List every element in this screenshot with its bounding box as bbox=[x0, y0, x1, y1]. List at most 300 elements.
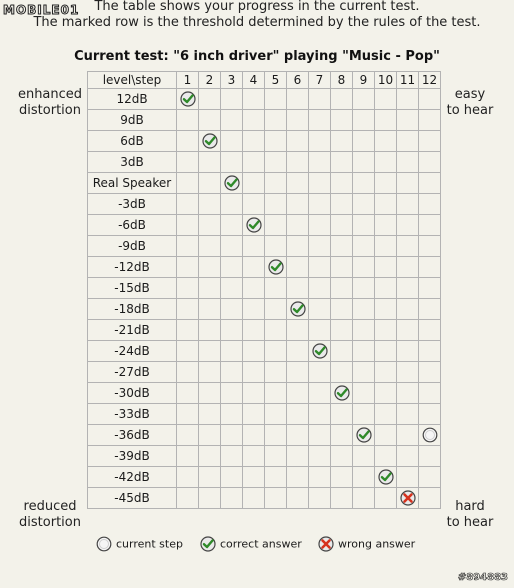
grid-cell bbox=[331, 404, 353, 425]
grid-cell bbox=[331, 362, 353, 383]
table-row bbox=[88, 152, 441, 173]
grid-cell bbox=[419, 425, 441, 446]
table-row bbox=[88, 110, 441, 131]
label-line: distortion bbox=[19, 515, 81, 530]
grid-cell bbox=[243, 215, 265, 236]
grid-cell bbox=[199, 467, 221, 488]
grid-cell bbox=[375, 467, 397, 488]
grid-cell bbox=[177, 425, 199, 446]
grid-cell bbox=[265, 425, 287, 446]
grid-cell bbox=[375, 488, 397, 509]
grid-cell bbox=[353, 278, 375, 299]
grid-cell bbox=[353, 467, 375, 488]
label-line: easy bbox=[454, 87, 486, 102]
grid-cell bbox=[287, 299, 309, 320]
grid-cell bbox=[419, 173, 441, 194]
grid-cell bbox=[243, 299, 265, 320]
step-header-3: 3 bbox=[221, 72, 243, 89]
grid-cell bbox=[353, 236, 375, 257]
grid-cell bbox=[331, 173, 353, 194]
level-label: -42dB bbox=[88, 467, 177, 488]
grid-cell bbox=[331, 425, 353, 446]
level-label: -36dB bbox=[88, 425, 177, 446]
grid-cell bbox=[353, 257, 375, 278]
table-row bbox=[88, 89, 441, 110]
grid-cell bbox=[309, 404, 331, 425]
grid-cell bbox=[419, 320, 441, 341]
grid-cell bbox=[309, 383, 331, 404]
grid-cell bbox=[331, 194, 353, 215]
grid-cell bbox=[177, 362, 199, 383]
grid-cell bbox=[353, 152, 375, 173]
grid-cell bbox=[199, 257, 221, 278]
grid-cell bbox=[287, 320, 309, 341]
table-row bbox=[88, 299, 441, 320]
grid-cell bbox=[243, 362, 265, 383]
grid-cell bbox=[309, 446, 331, 467]
grid-cell bbox=[419, 257, 441, 278]
grid-cell bbox=[221, 89, 243, 110]
level-label: -24dB bbox=[88, 341, 177, 362]
grid-cell bbox=[177, 299, 199, 320]
grid-cell bbox=[309, 341, 331, 362]
grid-cell bbox=[419, 131, 441, 152]
grid-cell bbox=[221, 362, 243, 383]
grid-cell bbox=[287, 152, 309, 173]
grid-cell bbox=[353, 320, 375, 341]
grid-cell bbox=[265, 194, 287, 215]
grid-cell bbox=[177, 404, 199, 425]
label-line: enhanced bbox=[17, 87, 83, 102]
grid-cell bbox=[419, 215, 441, 236]
grid-cell bbox=[243, 89, 265, 110]
level-label: -39dB bbox=[88, 446, 177, 467]
grid-cell bbox=[375, 236, 397, 257]
grid-cell bbox=[331, 467, 353, 488]
grid-cell bbox=[243, 152, 265, 173]
grid-cell bbox=[419, 404, 441, 425]
grid-cell bbox=[309, 152, 331, 173]
grid-cell bbox=[309, 173, 331, 194]
grid-cell bbox=[287, 236, 309, 257]
grid-cell bbox=[375, 131, 397, 152]
level-label: 9dB bbox=[88, 110, 177, 131]
grid-cell bbox=[353, 488, 375, 509]
legend-wrong-label: wrong answer bbox=[338, 537, 416, 551]
grid-cell bbox=[353, 446, 375, 467]
grid-cell bbox=[375, 446, 397, 467]
grid-cell bbox=[221, 110, 243, 131]
grid-cell bbox=[419, 236, 441, 257]
grid-cell bbox=[243, 236, 265, 257]
grid-cell bbox=[199, 425, 221, 446]
table-row bbox=[88, 488, 441, 509]
grid-cell bbox=[177, 278, 199, 299]
grid-cell bbox=[199, 341, 221, 362]
grid-cell bbox=[419, 467, 441, 488]
grid-cell bbox=[221, 257, 243, 278]
grid-cell bbox=[243, 278, 265, 299]
grid-cell bbox=[375, 152, 397, 173]
grid-cell bbox=[309, 278, 331, 299]
grid-cell bbox=[353, 299, 375, 320]
grid-cell bbox=[243, 488, 265, 509]
grid-cell bbox=[243, 446, 265, 467]
grid-cell bbox=[331, 383, 353, 404]
grid-cell bbox=[419, 194, 441, 215]
grid-cell bbox=[353, 173, 375, 194]
grid-cell bbox=[199, 110, 221, 131]
grid-cell bbox=[243, 383, 265, 404]
grid-cell bbox=[221, 194, 243, 215]
grid-cell bbox=[199, 236, 221, 257]
table-row bbox=[88, 320, 441, 341]
level-label: -33dB bbox=[88, 404, 177, 425]
grid-cell bbox=[287, 173, 309, 194]
grid-cell bbox=[265, 467, 287, 488]
grid-cell bbox=[221, 131, 243, 152]
level-label: -3dB bbox=[88, 194, 177, 215]
legend-correct bbox=[200, 536, 302, 552]
grid-cell bbox=[287, 488, 309, 509]
grid-cell bbox=[309, 194, 331, 215]
table-row bbox=[88, 215, 441, 236]
grid-cell bbox=[287, 383, 309, 404]
level-label: -27dB bbox=[88, 362, 177, 383]
table-header-row bbox=[88, 72, 441, 89]
check-circle-icon bbox=[290, 301, 306, 317]
grid-cell bbox=[375, 299, 397, 320]
grid-cell bbox=[353, 194, 375, 215]
grid-cell bbox=[177, 236, 199, 257]
grid-cell bbox=[221, 383, 243, 404]
grid-cell bbox=[419, 278, 441, 299]
grid-cell bbox=[397, 89, 419, 110]
label-hard-to-hear bbox=[442, 499, 498, 531]
corner-header: level\step bbox=[88, 72, 177, 89]
level-label: -9dB bbox=[88, 236, 177, 257]
grid-cell bbox=[265, 341, 287, 362]
step-header-5: 5 bbox=[265, 72, 287, 89]
check-circle-icon bbox=[334, 385, 350, 401]
intro-line-1: The table shows your progress in the current test. bbox=[94, 0, 420, 14]
grid-cell bbox=[309, 131, 331, 152]
grid-cell bbox=[287, 89, 309, 110]
legend-correct-label: correct answer bbox=[220, 537, 302, 551]
step-header-4: 4 bbox=[243, 72, 265, 89]
table-row bbox=[88, 257, 441, 278]
grid-cell bbox=[397, 299, 419, 320]
grid-cell bbox=[199, 89, 221, 110]
grid-cell bbox=[177, 215, 199, 236]
grid-cell bbox=[375, 89, 397, 110]
grid-cell bbox=[221, 173, 243, 194]
grid-cell bbox=[331, 110, 353, 131]
grid-cell bbox=[243, 194, 265, 215]
grid-cell bbox=[287, 278, 309, 299]
grid-cell bbox=[375, 110, 397, 131]
grid-cell bbox=[287, 257, 309, 278]
grid-cell bbox=[177, 194, 199, 215]
grid-cell bbox=[199, 362, 221, 383]
level-label: -30dB bbox=[88, 383, 177, 404]
grid-cell bbox=[221, 236, 243, 257]
grid-cell bbox=[177, 110, 199, 131]
grid-cell bbox=[199, 194, 221, 215]
grid-cell bbox=[353, 404, 375, 425]
grid-cell bbox=[221, 299, 243, 320]
label-reduced-distortion bbox=[14, 499, 86, 531]
grid-cell bbox=[177, 467, 199, 488]
label-easy-to-hear bbox=[442, 87, 498, 119]
step-header-9: 9 bbox=[353, 72, 375, 89]
grid-cell bbox=[199, 152, 221, 173]
grid-cell bbox=[243, 110, 265, 131]
level-label: -18dB bbox=[88, 299, 177, 320]
grid-cell bbox=[221, 488, 243, 509]
grid-cell bbox=[265, 362, 287, 383]
grid-cell bbox=[419, 446, 441, 467]
grid-cell bbox=[265, 215, 287, 236]
check-circle-icon bbox=[224, 175, 240, 191]
grid-cell bbox=[397, 215, 419, 236]
table-row bbox=[88, 446, 441, 467]
grid-cell bbox=[199, 173, 221, 194]
empty-circle-icon bbox=[422, 427, 438, 443]
grid-cell bbox=[243, 257, 265, 278]
level-label: -6dB bbox=[88, 215, 177, 236]
level-label: -45dB bbox=[88, 488, 177, 509]
table-row bbox=[88, 425, 441, 446]
grid-cell bbox=[243, 173, 265, 194]
grid-cell bbox=[309, 488, 331, 509]
level-label: Real Speaker bbox=[88, 173, 177, 194]
grid-cell bbox=[375, 320, 397, 341]
grid-cell bbox=[309, 467, 331, 488]
check-circle-icon bbox=[202, 133, 218, 149]
grid-cell bbox=[199, 320, 221, 341]
intro-line-2: The marked row is the threshold determined by the rules of the test. bbox=[33, 15, 481, 30]
label-enhanced-distortion bbox=[14, 87, 86, 119]
grid-cell bbox=[177, 257, 199, 278]
grid-cell bbox=[177, 173, 199, 194]
grid-cell bbox=[199, 215, 221, 236]
grid-cell bbox=[199, 131, 221, 152]
grid-cell bbox=[419, 152, 441, 173]
grid-cell bbox=[265, 110, 287, 131]
grid-cell bbox=[199, 446, 221, 467]
grid-cell bbox=[353, 383, 375, 404]
grid-cell bbox=[177, 152, 199, 173]
grid-cell bbox=[177, 320, 199, 341]
grid-cell bbox=[265, 404, 287, 425]
grid-cell bbox=[243, 467, 265, 488]
grid-cell bbox=[353, 425, 375, 446]
label-line: reduced bbox=[23, 499, 77, 514]
check-circle-icon bbox=[246, 217, 262, 233]
table-row bbox=[88, 278, 441, 299]
step-header-10: 10 bbox=[375, 72, 397, 89]
level-label: 12dB bbox=[88, 89, 177, 110]
grid-cell bbox=[397, 446, 419, 467]
grid-cell bbox=[265, 383, 287, 404]
grid-cell bbox=[243, 341, 265, 362]
grid-cell bbox=[375, 257, 397, 278]
logo: MOBILE01 bbox=[3, 3, 80, 17]
level-label: 3dB bbox=[88, 152, 177, 173]
grid-cell bbox=[309, 257, 331, 278]
step-header-8: 8 bbox=[331, 72, 353, 89]
step-header-1: 1 bbox=[177, 72, 199, 89]
grid-cell bbox=[221, 341, 243, 362]
grid-cell bbox=[375, 362, 397, 383]
grid-cell bbox=[331, 446, 353, 467]
grid-cell bbox=[353, 110, 375, 131]
grid-cell bbox=[287, 404, 309, 425]
legend-current-label: current step bbox=[116, 537, 183, 551]
grid-cell bbox=[265, 299, 287, 320]
grid-cell bbox=[265, 131, 287, 152]
check-circle-icon bbox=[356, 427, 372, 443]
grid-cell bbox=[287, 425, 309, 446]
grid-cell bbox=[309, 236, 331, 257]
grid-cell bbox=[397, 467, 419, 488]
grid-cell bbox=[287, 362, 309, 383]
grid-cell bbox=[221, 467, 243, 488]
check-circle-icon bbox=[312, 343, 328, 359]
grid-cell bbox=[287, 215, 309, 236]
table-row bbox=[88, 362, 441, 383]
label-line: to hear bbox=[446, 515, 494, 530]
grid-cell bbox=[265, 236, 287, 257]
check-circle-icon bbox=[180, 91, 196, 107]
grid-cell bbox=[419, 110, 441, 131]
grid-cell bbox=[265, 320, 287, 341]
grid-cell bbox=[397, 383, 419, 404]
grid-cell bbox=[331, 89, 353, 110]
grid-cell bbox=[287, 110, 309, 131]
grid-cell bbox=[353, 131, 375, 152]
grid-cell bbox=[265, 173, 287, 194]
level-label: -12dB bbox=[88, 257, 177, 278]
check-circle-icon bbox=[268, 259, 284, 275]
grid-cell bbox=[397, 425, 419, 446]
grid-cell bbox=[397, 110, 419, 131]
grid-cell bbox=[397, 194, 419, 215]
legend-current bbox=[96, 536, 183, 552]
grid-cell bbox=[309, 425, 331, 446]
grid-cell bbox=[221, 446, 243, 467]
grid-cell bbox=[397, 257, 419, 278]
level-label: -21dB bbox=[88, 320, 177, 341]
grid-cell bbox=[177, 341, 199, 362]
empty-circle-icon bbox=[96, 536, 112, 552]
progress-table bbox=[87, 71, 441, 509]
grid-cell bbox=[265, 278, 287, 299]
level-label: -15dB bbox=[88, 278, 177, 299]
step-header-12: 12 bbox=[419, 72, 441, 89]
grid-cell bbox=[375, 341, 397, 362]
label-line: distortion bbox=[19, 103, 81, 118]
grid-cell bbox=[199, 383, 221, 404]
grid-cell bbox=[353, 89, 375, 110]
grid-cell bbox=[397, 152, 419, 173]
level-label: 6dB bbox=[88, 131, 177, 152]
grid-cell bbox=[265, 446, 287, 467]
grid-cell bbox=[177, 488, 199, 509]
grid-cell bbox=[221, 278, 243, 299]
x-circle-icon bbox=[318, 536, 334, 552]
grid-cell bbox=[375, 194, 397, 215]
grid-cell bbox=[221, 425, 243, 446]
grid-cell bbox=[375, 215, 397, 236]
table-row bbox=[88, 404, 441, 425]
grid-cell bbox=[419, 362, 441, 383]
grid-cell bbox=[309, 110, 331, 131]
grid-cell bbox=[375, 173, 397, 194]
step-header-2: 2 bbox=[199, 72, 221, 89]
grid-cell bbox=[199, 278, 221, 299]
grid-cell bbox=[331, 152, 353, 173]
grid-cell bbox=[397, 320, 419, 341]
watermark: #894883 bbox=[457, 572, 508, 583]
grid-cell bbox=[265, 257, 287, 278]
test-title: Current test: "6 inch driver" playing "Music - Pop" bbox=[74, 49, 440, 64]
grid-cell bbox=[419, 488, 441, 509]
grid-cell bbox=[309, 299, 331, 320]
step-header-6: 6 bbox=[287, 72, 309, 89]
grid-cell bbox=[177, 383, 199, 404]
grid-cell bbox=[199, 299, 221, 320]
grid-cell bbox=[331, 236, 353, 257]
grid-cell bbox=[397, 404, 419, 425]
grid-cell bbox=[287, 194, 309, 215]
grid-cell bbox=[243, 425, 265, 446]
step-header-11: 11 bbox=[397, 72, 419, 89]
grid-cell bbox=[287, 131, 309, 152]
grid-cell bbox=[243, 131, 265, 152]
grid-cell bbox=[331, 215, 353, 236]
grid-cell bbox=[375, 278, 397, 299]
grid-cell bbox=[331, 257, 353, 278]
grid-cell bbox=[397, 278, 419, 299]
grid-cell bbox=[375, 383, 397, 404]
grid-cell bbox=[353, 341, 375, 362]
grid-cell bbox=[419, 299, 441, 320]
grid-cell bbox=[419, 341, 441, 362]
grid-cell bbox=[199, 404, 221, 425]
grid-cell bbox=[397, 488, 419, 509]
grid-cell bbox=[419, 383, 441, 404]
grid-cell bbox=[221, 152, 243, 173]
legend-wrong bbox=[318, 536, 415, 552]
grid-cell bbox=[331, 488, 353, 509]
grid-cell bbox=[221, 320, 243, 341]
grid-cell bbox=[353, 362, 375, 383]
grid-cell bbox=[221, 215, 243, 236]
check-circle-icon bbox=[200, 536, 216, 552]
grid-cell bbox=[375, 425, 397, 446]
grid-cell bbox=[331, 341, 353, 362]
grid-cell bbox=[309, 215, 331, 236]
label-line: hard bbox=[455, 499, 485, 514]
grid-cell bbox=[331, 320, 353, 341]
grid-cell bbox=[287, 341, 309, 362]
check-circle-icon bbox=[378, 469, 394, 485]
grid-cell bbox=[353, 215, 375, 236]
grid-cell bbox=[397, 341, 419, 362]
grid-cell bbox=[397, 236, 419, 257]
